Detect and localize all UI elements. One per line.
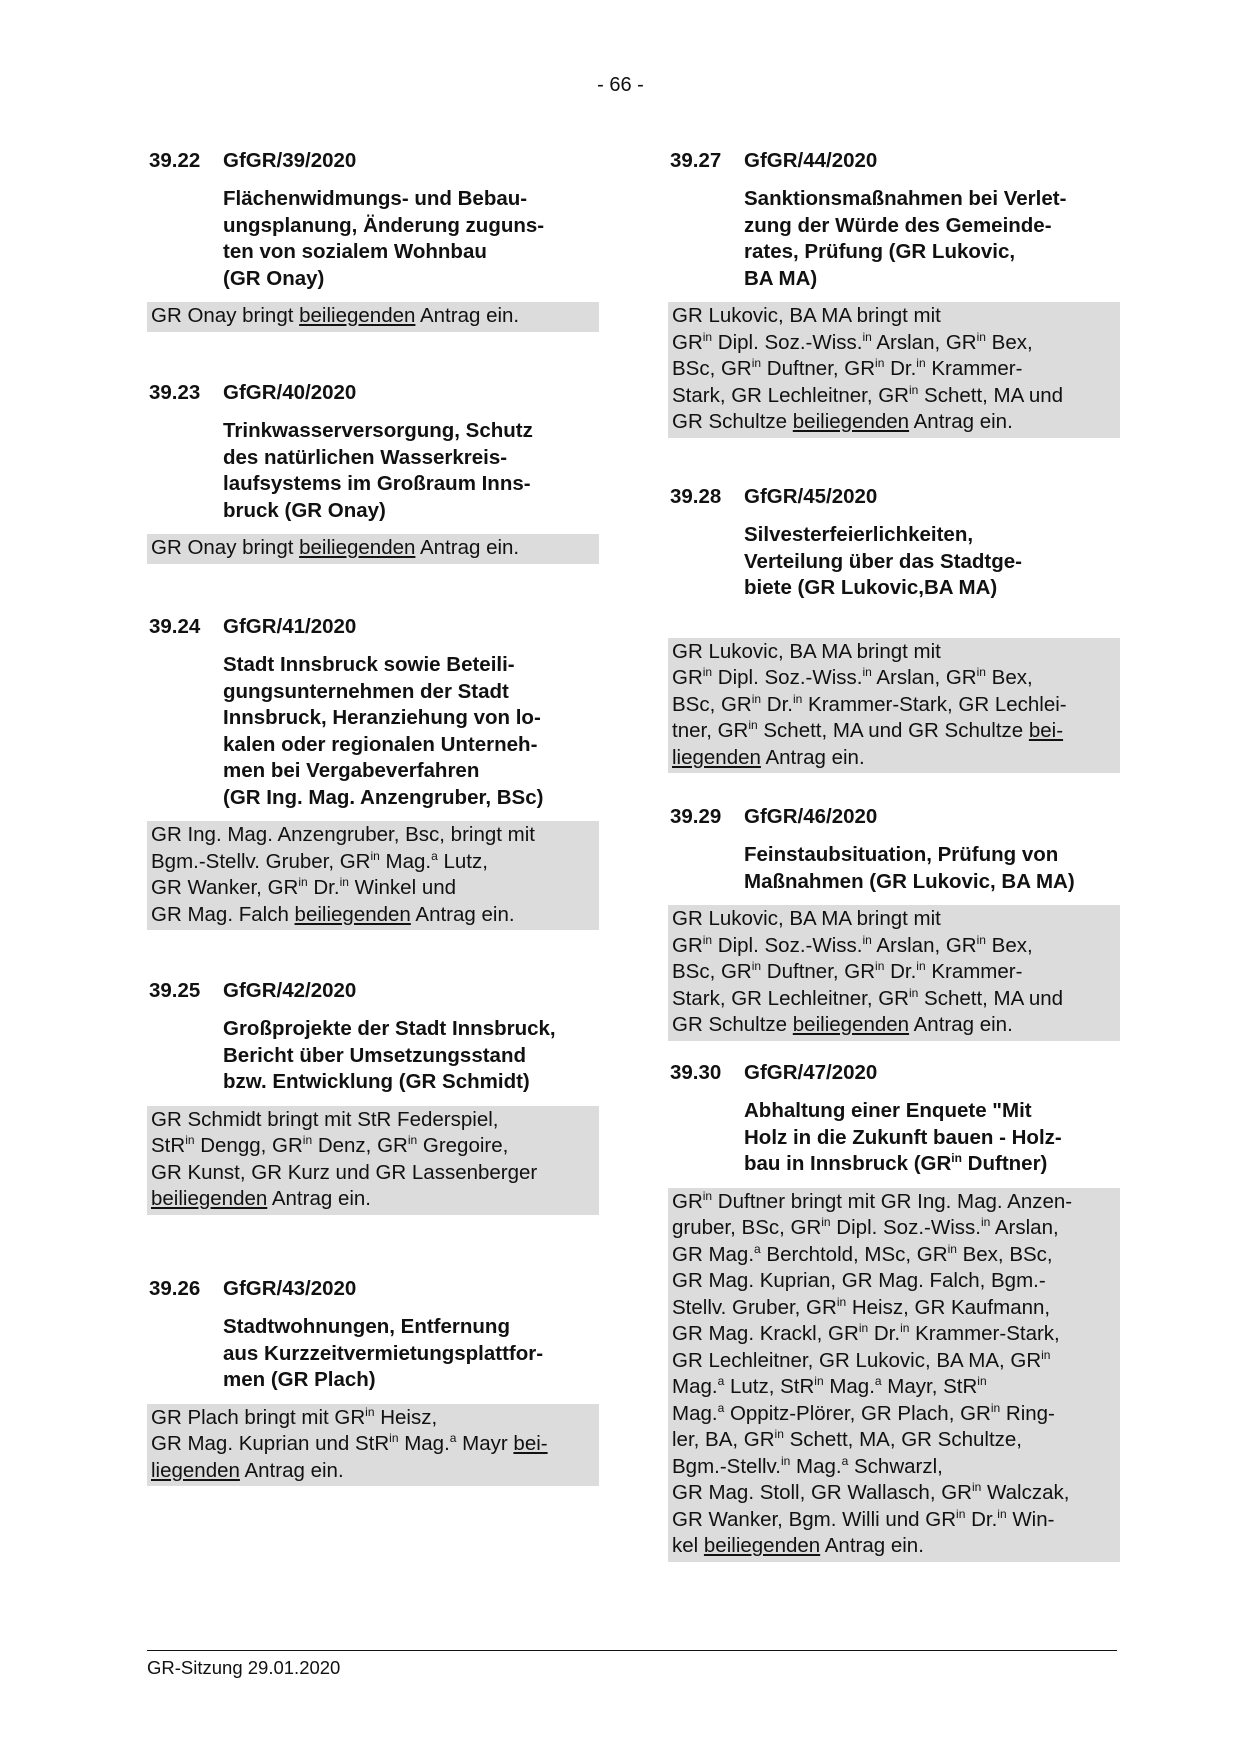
footer-text: GR-Sitzung 29.01.2020	[147, 1657, 341, 1678]
agenda-item	[147, 380, 599, 564]
agenda-item	[668, 148, 1120, 438]
item-heading	[668, 484, 1120, 510]
item-title: Trinkwasserversorgung, Schutz des natürlichen Wasserkreis- laufsystems im Großraum Inns- bruck (GR Onay)	[223, 419, 533, 522]
agenda-item	[147, 1276, 599, 1486]
item-heading	[147, 1276, 599, 1302]
item-title: Silvesterfeierlichkeiten, Verteilung über das Stadtge- biete (GR Lukovic,BA MA)	[744, 523, 1022, 599]
item-body: GR Lukovic, BA MA bringt mit $GR^{in}$ Dipl. Soz.-Wiss.$^{in}$ Arslan, $GR^{in}$ Bex, BSc, $GR^{in}$ Duftner, $GR^{in}$ Dr.$^{in}$ Krammer- Stark, GR Lechleitner, $GR^{in}$ Schett, MA und GR Schultze beiliegenden Antrag ein.	[668, 302, 1120, 438]
item-code: GfGR/40/2020	[223, 381, 357, 404]
item-number: 39.28	[670, 485, 722, 508]
item-title: Großprojekte der Stadt Innsbruck, Bericht über Umsetzungsstand bzw. Entwicklung (GR Schmidt)	[223, 1017, 556, 1093]
item-title: Stadtwohnungen, Entfernung aus Kurzzeitvermietungsplattfor- men (GR Plach)	[223, 1315, 544, 1391]
item-body: GR Schmidt bringt mit StR Federspiel, StR$^{in}$ Dengg, $GR^{in}$ Denz, $GR^{in}$ Gregoire, GR Kunst, GR Kurz und GR Lassenberger beiliegenden Antrag ein.	[147, 1106, 599, 1215]
item-code: GfGR/47/2020	[744, 1061, 878, 1084]
item-title: Abhaltung einer Enquete "Mit Holz in die Zukunft bauen - Holz- bau in Innsbruck ($GR^{in}$ Duftner)	[744, 1099, 1062, 1175]
item-heading	[668, 1060, 1120, 1086]
item-body: GR Lukovic, BA MA bringt mit $GR^{in}$ Dipl. Soz.-Wiss.$^{in}$ Arslan, $GR^{in}$ Bex, BSc, $GR^{in}$ Duftner, $GR^{in}$ Dr.$^{in}$ Krammer- Stark, GR Lechleitner, $GR^{in}$ Schett, MA und GR Schultze beiliegenden Antrag ein.	[668, 905, 1120, 1041]
agenda-item	[668, 804, 1120, 1041]
item-heading	[147, 148, 599, 174]
item-number: 39.27	[670, 149, 722, 172]
item-body: GR Onay bringt beiliegenden Antrag ein.	[147, 534, 599, 564]
item-code: GfGR/42/2020	[223, 979, 357, 1002]
item-code: GfGR/46/2020	[744, 805, 878, 828]
item-code: GfGR/43/2020	[223, 1277, 357, 1300]
item-title: Flächenwidmungs- und Bebau- ungsplanung, Änderung zuguns- ten von sozialem Wohnbau (GR Onay)	[223, 187, 545, 290]
item-title: Stadt Innsbruck sowie Beteili- gungsunternehmen der Stadt Innsbruck, Heranziehung von lo- kalen oder regionalen Unterneh- men bei Vergabeverfahren (GR Ing. Mag. Anzengruber, BSc)	[223, 653, 544, 809]
item-number: 39.24	[149, 615, 201, 638]
item-number: 39.22	[149, 149, 201, 172]
agenda-item	[147, 978, 599, 1215]
item-code: GfGR/41/2020	[223, 615, 357, 638]
agenda-item	[668, 1060, 1120, 1562]
item-heading	[668, 804, 1120, 830]
item-title: Feinstaubsituation, Prüfung von Maßnahmen (GR Lukovic, BA MA)	[744, 843, 1075, 893]
agenda-item	[147, 614, 599, 930]
item-title: Sanktionsmaßnahmen bei Verlet- zung der Würde des Gemeinde- rates, Prüfung (GR Lukovic, BA MA)	[744, 187, 1067, 290]
item-number: 39.26	[149, 1277, 201, 1300]
item-heading	[147, 380, 599, 406]
item-number: 39.23	[149, 381, 201, 404]
item-number: 39.29	[670, 805, 722, 828]
item-code: GfGR/39/2020	[223, 149, 357, 172]
agenda-item	[147, 148, 599, 332]
item-body: GR Ing. Mag. Anzengruber, Bsc, bringt mit Bgm.-Stellv. Gruber, $GR^{in}$ Mag.$^a$ Lutz, GR Wanker, $GR^{in}$ Dr.$^{in}$ Winkel und GR Mag. Falch beiliegenden Antrag ein.	[147, 821, 599, 930]
item-body: GR Lukovic, BA MA bringt mit $GR^{in}$ Dipl. Soz.-Wiss.$^{in}$ Arslan, $GR^{in}$ Bex, BSc, $GR^{in}$ Dr.$^{in}$ Krammer-Stark, GR Lechlei- tner, $GR^{in}$ Schett, MA und GR Schultze bei- liegenden Antrag ein.	[668, 638, 1120, 774]
item-body: GR Onay bringt beiliegenden Antrag ein.	[147, 302, 599, 332]
item-heading	[147, 614, 599, 640]
item-heading	[668, 148, 1120, 174]
item-code: GfGR/44/2020	[744, 149, 878, 172]
item-heading	[147, 978, 599, 1004]
item-number: 39.25	[149, 979, 201, 1002]
item-number: 39.30	[670, 1061, 722, 1084]
item-body: GR Plach bringt mit $GR^{in}$ Heisz, GR Mag. Kuprian und StR$^{in}$ Mag.$^a$ Mayr bei- liegenden Antrag ein.	[147, 1404, 599, 1487]
agenda-item	[668, 484, 1120, 773]
footer-divider	[147, 1650, 1117, 1651]
item-body: $GR^{in}$ Duftner bringt mit GR Ing. Mag. Anzen- gruber, BSc, $GR^{in}$ Dipl. Soz.-Wiss.$^{in}$ Arslan, GR Mag.$^a$ Berchtold, MSc, $GR^{in}$ Bex, BSc, GR Mag. Kuprian, GR Mag. Falch, Bgm.- Stellv. Gruber, $GR^{in}$ Heisz, GR Kaufmann, GR Mag. Krackl, $GR^{in}$ Dr.$^{in}$ Krammer-Stark, GR Lechleitner, GR Lukovic, BA MA, $GR^{in}$ Mag.$^a$ Lutz, StR$^{in}$ Mag.$^a$ Mayr, StR$^{in}$ Mag.$^a$ Oppitz-Plörer, GR Plach, $GR^{in}$ Ring- ler, BA, $GR^{in}$ Schett, MA, GR Schultze, Bgm.-Stellv.$^{in}$ Mag.$^a$ Schwarzl, GR Mag. Stoll, GR Wallasch, $GR^{in}$ Walczak, GR Wanker, Bgm. Willi und $GR^{in}$ Dr.$^{in}$ Win- kel beiliegenden Antrag ein.	[668, 1188, 1120, 1562]
page-number: - 66 -	[597, 74, 644, 96]
item-code: GfGR/45/2020	[744, 485, 878, 508]
